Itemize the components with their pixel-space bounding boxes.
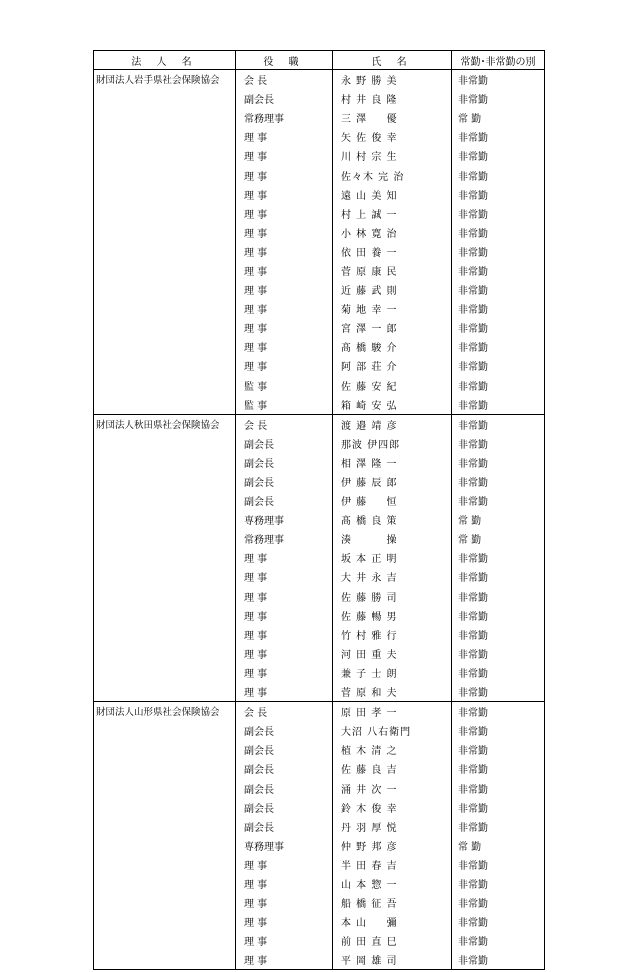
employment-status-cell: 非常勤 [452, 223, 545, 242]
employment-status-cell: 非常勤 [452, 702, 545, 722]
org-empty-cell [94, 759, 236, 778]
employment-status-cell: 非常勤 [452, 625, 545, 644]
employment-status-cell: 常 勤 [452, 836, 545, 855]
table-row [94, 836, 545, 855]
org-empty-cell [94, 108, 236, 127]
org-empty-cell [94, 740, 236, 759]
employment-status-cell: 非常勤 [452, 606, 545, 625]
person-name-cell: 鈴 木 俊 幸 [333, 798, 452, 817]
org-empty-cell [94, 778, 236, 797]
table-row [94, 491, 545, 510]
person-name-cell: 村 井 良 隆 [333, 89, 452, 108]
person-name-cell: 涌 井 次 一 [333, 778, 452, 797]
table-row [94, 453, 545, 472]
table-row [94, 759, 545, 778]
role-cell: 副会長 [236, 740, 333, 759]
employment-status-cell: 非常勤 [452, 740, 545, 759]
role-cell: 専務理事 [236, 836, 333, 855]
org-empty-cell [94, 337, 236, 356]
header-row [94, 51, 545, 70]
org-empty-cell [94, 261, 236, 280]
table-row [94, 280, 545, 299]
person-name-cell: 佐 藤 安 紀 [333, 376, 452, 395]
employment-status-cell: 非常勤 [452, 644, 545, 663]
table-row [94, 682, 545, 702]
role-cell: 理 事 [236, 165, 333, 184]
person-name-cell: 菅 原 康 民 [333, 261, 452, 280]
employment-status-cell: 非常勤 [452, 318, 545, 337]
person-name-cell: 半 田 春 吉 [333, 855, 452, 874]
table-row [94, 587, 545, 606]
role-cell: 副会長 [236, 434, 333, 453]
person-name-cell: 船 橋 征 吾 [333, 893, 452, 912]
employment-status-cell: 非常勤 [452, 337, 545, 356]
role-cell: 理 事 [236, 318, 333, 337]
role-cell: 理 事 [236, 663, 333, 682]
table-row [94, 548, 545, 567]
org-empty-cell [94, 146, 236, 165]
employment-status-cell: 非常勤 [452, 242, 545, 261]
table-row [94, 337, 545, 356]
person-name-cell: 山 本 惣 一 [333, 874, 452, 893]
org-empty-cell [94, 682, 236, 702]
role-cell: 会 長 [236, 414, 333, 434]
employment-status-cell: 非常勤 [452, 89, 545, 108]
table-row [94, 817, 545, 836]
table-row [94, 318, 545, 337]
role-cell: 理 事 [236, 606, 333, 625]
table-row [94, 644, 545, 663]
role-cell: 副会長 [236, 759, 333, 778]
table-row [94, 223, 545, 242]
table-row [94, 874, 545, 893]
table-row [94, 855, 545, 874]
org-empty-cell [94, 893, 236, 912]
role-cell: 理 事 [236, 874, 333, 893]
person-name-cell: 髙 橋 良 策 [333, 510, 452, 529]
table-row [94, 798, 545, 817]
person-name-cell: 依 田 養 一 [333, 242, 452, 261]
person-name-cell: 矢 佐 俊 幸 [333, 127, 452, 146]
person-name-cell: 小 林 寛 治 [333, 223, 452, 242]
table-row [94, 165, 545, 184]
role-cell: 副会長 [236, 89, 333, 108]
person-name-cell: 平 岡 雄 司 [333, 950, 452, 970]
table-row [94, 434, 545, 453]
role-cell: 理 事 [236, 855, 333, 874]
org-name-cell: 財団法人秋田県社会保険協会 [94, 414, 236, 434]
org-empty-cell [94, 491, 236, 510]
org-name-cell: 財団法人山形県社会保険協会 [94, 702, 236, 722]
person-name-cell: 渡 邉 靖 彦 [333, 414, 452, 434]
table-row [94, 414, 545, 434]
role-cell: 理 事 [236, 261, 333, 280]
employment-status-cell: 非常勤 [452, 491, 545, 510]
person-name-cell: 丹 羽 厚 悦 [333, 817, 452, 836]
employment-status-cell: 非常勤 [452, 950, 545, 970]
table-row [94, 702, 545, 722]
org-empty-cell [94, 548, 236, 567]
table-row [94, 395, 545, 415]
table-row [94, 529, 545, 548]
employment-status-cell: 常 勤 [452, 108, 545, 127]
person-name-cell: 植 木 清 之 [333, 740, 452, 759]
org-empty-cell [94, 299, 236, 318]
role-cell: 理 事 [236, 950, 333, 970]
role-cell: 理 事 [236, 223, 333, 242]
person-name-cell: 湊 操 [333, 529, 452, 548]
org-empty-cell [94, 567, 236, 586]
org-empty-cell [94, 223, 236, 242]
role-cell: 監 事 [236, 395, 333, 415]
person-name-cell: 仲 野 邦 彦 [333, 836, 452, 855]
table-row [94, 606, 545, 625]
employment-status-cell: 常 勤 [452, 510, 545, 529]
person-name-cell: 遠 山 美 知 [333, 185, 452, 204]
role-cell: 副会長 [236, 798, 333, 817]
person-name-cell: 本 山 彌 [333, 912, 452, 931]
employment-status-cell: 非常勤 [452, 146, 545, 165]
person-name-cell: 三 澤 優 [333, 108, 452, 127]
org-empty-cell [94, 836, 236, 855]
person-name-cell: 那波 伊四郎 [333, 434, 452, 453]
table-row [94, 261, 545, 280]
employment-status-cell: 非常勤 [452, 280, 545, 299]
person-name-cell: 坂 本 正 明 [333, 548, 452, 567]
person-name-cell: 宮 澤 一 郎 [333, 318, 452, 337]
org-empty-cell [94, 356, 236, 375]
person-name-cell: 佐 藤 勝 司 [333, 587, 452, 606]
org-empty-cell [94, 204, 236, 223]
role-cell: 理 事 [236, 644, 333, 663]
person-name-cell: 阿 部 荘 介 [333, 356, 452, 375]
table-row [94, 625, 545, 644]
org-empty-cell [94, 644, 236, 663]
table-row [94, 185, 545, 204]
org-empty-cell [94, 165, 236, 184]
header-name: 氏 名 [333, 51, 452, 70]
role-cell: 理 事 [236, 893, 333, 912]
table-row [94, 778, 545, 797]
employment-status-cell: 非常勤 [452, 185, 545, 204]
roster-body [94, 70, 545, 970]
org-empty-cell [94, 587, 236, 606]
person-name-cell: 川 村 宗 生 [333, 146, 452, 165]
employment-status-cell: 非常勤 [452, 893, 545, 912]
employment-status-cell: 非常勤 [452, 721, 545, 740]
table-row [94, 893, 545, 912]
org-empty-cell [94, 817, 236, 836]
role-cell: 理 事 [236, 337, 333, 356]
org-empty-cell [94, 798, 236, 817]
role-cell: 副会長 [236, 721, 333, 740]
employment-status-cell: 非常勤 [452, 912, 545, 931]
person-name-cell: 佐々木 完 治 [333, 165, 452, 184]
header-org: 法 人 名 [94, 51, 236, 70]
employment-status-cell: 非常勤 [452, 855, 545, 874]
role-cell: 理 事 [236, 625, 333, 644]
employment-status-cell: 非常勤 [452, 587, 545, 606]
person-name-cell: 竹 村 雅 行 [333, 625, 452, 644]
table-row [94, 89, 545, 108]
table-row [94, 127, 545, 146]
table-row [94, 567, 545, 586]
person-name-cell: 佐 藤 良 吉 [333, 759, 452, 778]
person-name-cell: 箱 崎 安 弘 [333, 395, 452, 415]
role-cell: 理 事 [236, 204, 333, 223]
employment-status-cell: 非常勤 [452, 453, 545, 472]
org-empty-cell [94, 472, 236, 491]
table-row [94, 472, 545, 491]
org-name-cell: 財団法人岩手県社会保険協会 [94, 70, 236, 90]
org-empty-cell [94, 855, 236, 874]
role-cell: 理 事 [236, 587, 333, 606]
role-cell: 会 長 [236, 702, 333, 722]
person-name-cell: 原 田 孝 一 [333, 702, 452, 722]
employment-status-cell: 非常勤 [452, 798, 545, 817]
employment-status-cell: 非常勤 [452, 567, 545, 586]
role-cell: 副会長 [236, 817, 333, 836]
person-name-cell: 前 田 直 巳 [333, 931, 452, 950]
employment-status-cell: 非常勤 [452, 472, 545, 491]
employment-status-cell: 非常勤 [452, 817, 545, 836]
role-cell: 副会長 [236, 472, 333, 491]
org-empty-cell [94, 453, 236, 472]
org-empty-cell [94, 376, 236, 395]
role-cell: 常務理事 [236, 529, 333, 548]
table-row [94, 740, 545, 759]
employment-status-cell: 非常勤 [452, 682, 545, 702]
org-empty-cell [94, 242, 236, 261]
role-cell: 理 事 [236, 682, 333, 702]
person-name-cell: 伊 藤 辰 郎 [333, 472, 452, 491]
person-name-cell: 大 井 永 吉 [333, 567, 452, 586]
table-row [94, 663, 545, 682]
role-cell: 理 事 [236, 146, 333, 165]
org-empty-cell [94, 127, 236, 146]
employment-status-cell: 非常勤 [452, 127, 545, 146]
role-cell: 理 事 [236, 127, 333, 146]
employment-status-cell: 非常勤 [452, 395, 545, 415]
employment-status-cell: 非常勤 [452, 376, 545, 395]
table-row [94, 931, 545, 950]
employment-status-cell: 非常勤 [452, 261, 545, 280]
org-empty-cell [94, 280, 236, 299]
role-cell: 理 事 [236, 567, 333, 586]
role-cell: 理 事 [236, 931, 333, 950]
table-row [94, 299, 545, 318]
person-name-cell: 相 澤 隆 一 [333, 453, 452, 472]
org-empty-cell [94, 721, 236, 740]
org-empty-cell [94, 89, 236, 108]
org-empty-cell [94, 395, 236, 415]
person-name-cell: 河 田 重 夫 [333, 644, 452, 663]
role-cell: 会 長 [236, 70, 333, 90]
org-empty-cell [94, 606, 236, 625]
table-row [94, 242, 545, 261]
person-name-cell: 菅 原 和 夫 [333, 682, 452, 702]
person-name-cell: 近 藤 武 則 [333, 280, 452, 299]
org-empty-cell [94, 931, 236, 950]
person-name-cell: 大沼 八右衛門 [333, 721, 452, 740]
employment-status-cell: 非常勤 [452, 663, 545, 682]
employment-status-cell: 非常勤 [452, 778, 545, 797]
employment-status-cell: 非常勤 [452, 874, 545, 893]
table-row [94, 146, 545, 165]
org-empty-cell [94, 950, 236, 970]
role-cell: 専務理事 [236, 510, 333, 529]
employment-status-cell: 非常勤 [452, 165, 545, 184]
person-name-cell: 兼 子 士 朗 [333, 663, 452, 682]
org-empty-cell [94, 510, 236, 529]
table-row [94, 356, 545, 375]
table-row [94, 108, 545, 127]
table-row [94, 70, 545, 90]
table-row [94, 204, 545, 223]
role-cell: 理 事 [236, 299, 333, 318]
person-name-cell: 佐 藤 暢 男 [333, 606, 452, 625]
person-name-cell: 髙 橋 駿 介 [333, 337, 452, 356]
role-cell: 理 事 [236, 548, 333, 567]
person-name-cell: 永 野 勝 美 [333, 70, 452, 90]
officer-roster-table [93, 50, 545, 970]
employment-status-cell: 非常勤 [452, 204, 545, 223]
table-row [94, 376, 545, 395]
table-row [94, 510, 545, 529]
person-name-cell: 菊 地 幸 一 [333, 299, 452, 318]
role-cell: 監 事 [236, 376, 333, 395]
table-row [94, 912, 545, 931]
org-empty-cell [94, 874, 236, 893]
header-role: 役 職 [236, 51, 333, 70]
org-empty-cell [94, 434, 236, 453]
org-empty-cell [94, 663, 236, 682]
employment-status-cell: 非常勤 [452, 434, 545, 453]
header-status: 常勤･非常勤の別 [452, 51, 545, 70]
employment-status-cell: 常 勤 [452, 529, 545, 548]
employment-status-cell: 非常勤 [452, 931, 545, 950]
org-empty-cell [94, 912, 236, 931]
table-row [94, 721, 545, 740]
employment-status-cell: 非常勤 [452, 70, 545, 90]
org-empty-cell [94, 529, 236, 548]
role-cell: 副会長 [236, 453, 333, 472]
person-name-cell: 伊 藤 恒 [333, 491, 452, 510]
org-empty-cell [94, 185, 236, 204]
role-cell: 理 事 [236, 242, 333, 261]
employment-status-cell: 非常勤 [452, 356, 545, 375]
table-row [94, 950, 545, 970]
role-cell: 理 事 [236, 912, 333, 931]
role-cell: 理 事 [236, 356, 333, 375]
employment-status-cell: 非常勤 [452, 759, 545, 778]
role-cell: 副会長 [236, 491, 333, 510]
org-empty-cell [94, 625, 236, 644]
role-cell: 理 事 [236, 280, 333, 299]
role-cell: 理 事 [236, 185, 333, 204]
role-cell: 副会長 [236, 778, 333, 797]
employment-status-cell: 非常勤 [452, 299, 545, 318]
employment-status-cell: 非常勤 [452, 414, 545, 434]
person-name-cell: 村 上 誠 一 [333, 204, 452, 223]
role-cell: 常務理事 [236, 108, 333, 127]
employment-status-cell: 非常勤 [452, 548, 545, 567]
org-empty-cell [94, 318, 236, 337]
